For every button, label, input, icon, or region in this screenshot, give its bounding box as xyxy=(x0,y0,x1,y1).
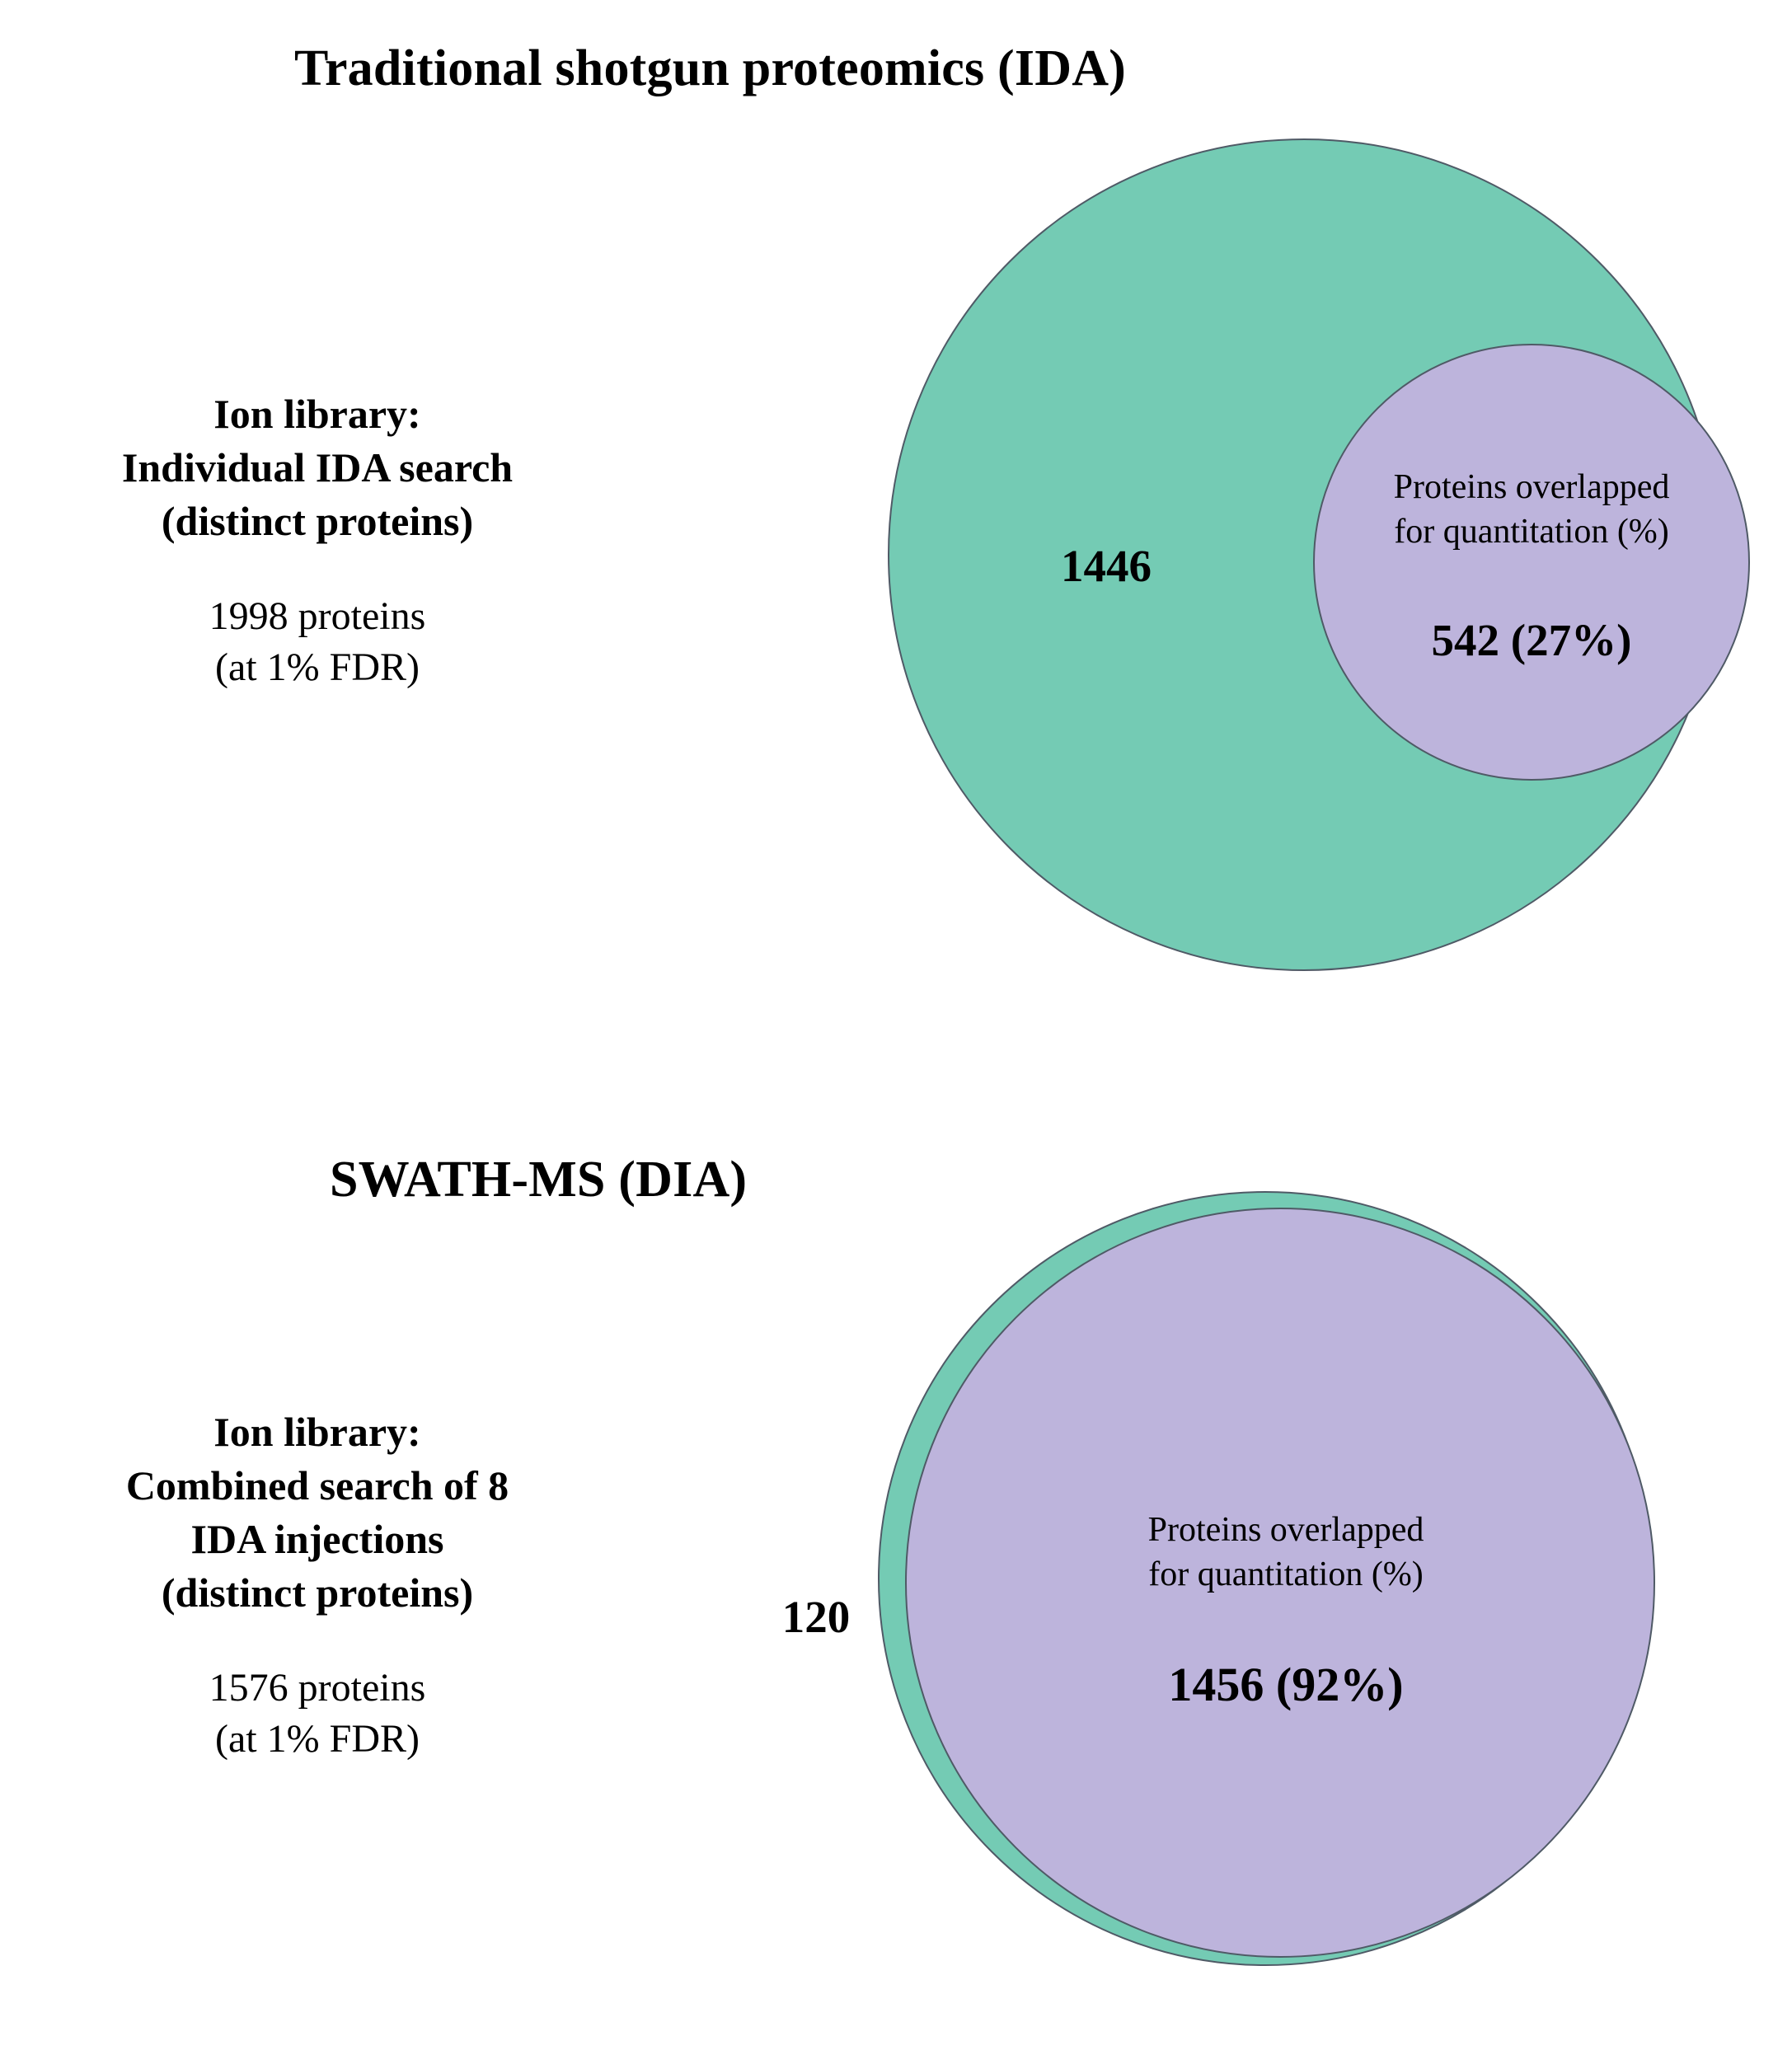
panel-title-ida: Traditional shotgun proteomics (IDA) xyxy=(294,40,1127,96)
legend-dia xyxy=(49,1405,585,1766)
panel-title-dia: SWATH-MS (DIA) xyxy=(330,1151,748,1208)
legend-dia-count-line2: (at 1% FDR) xyxy=(215,1717,420,1762)
legend-dia-heading xyxy=(49,1405,585,1620)
legend-ida-count-line2: (at 1% FDR) xyxy=(215,645,420,690)
venn-overlap-caption-line2-ida: for quantitation (%) xyxy=(1394,512,1669,551)
venn-label-overlap-value-dia: 1456 (92%) xyxy=(1168,1658,1404,1711)
venn-circle-overlap-ida xyxy=(1313,344,1750,781)
legend-dia-heading-line4: (distinct proteins) xyxy=(161,1569,474,1616)
legend-ida xyxy=(49,387,585,694)
legend-ida-heading-line3: (distinct proteins) xyxy=(161,498,474,544)
legend-dia-count-line1: 1576 proteins xyxy=(209,1666,426,1710)
venn-overlap-caption-line1-dia: Proteins overlapped xyxy=(1147,1511,1424,1549)
legend-dia-count xyxy=(49,1663,585,1766)
venn-label-library-only-ida: 1446 xyxy=(1061,541,1152,591)
legend-dia-heading-line2: Combined search of 8 xyxy=(125,1462,509,1508)
legend-ida-heading-line1: Ion library: xyxy=(213,391,421,437)
legend-ida-count-line1: 1998 proteins xyxy=(209,594,426,638)
legend-dia-heading-line1: Ion library: xyxy=(213,1409,421,1455)
venn-label-overlap-caption-ida xyxy=(1363,466,1701,555)
venn-label-overlap-value-ida: 542 (27%) xyxy=(1431,615,1632,665)
legend-ida-count xyxy=(49,591,585,694)
venn-label-overlap-caption-dia xyxy=(1117,1508,1455,1597)
venn-overlap-caption-line2-dia: for quantitation (%) xyxy=(1148,1555,1424,1593)
venn-overlap-caption-line1-ida: Proteins overlapped xyxy=(1393,468,1670,506)
legend-dia-heading-line3: IDA injections xyxy=(190,1516,444,1562)
legend-ida-heading-line2: Individual IDA search xyxy=(121,444,514,490)
venn-label-library-only-dia: 120 xyxy=(781,1592,851,1642)
legend-ida-heading xyxy=(49,387,585,548)
